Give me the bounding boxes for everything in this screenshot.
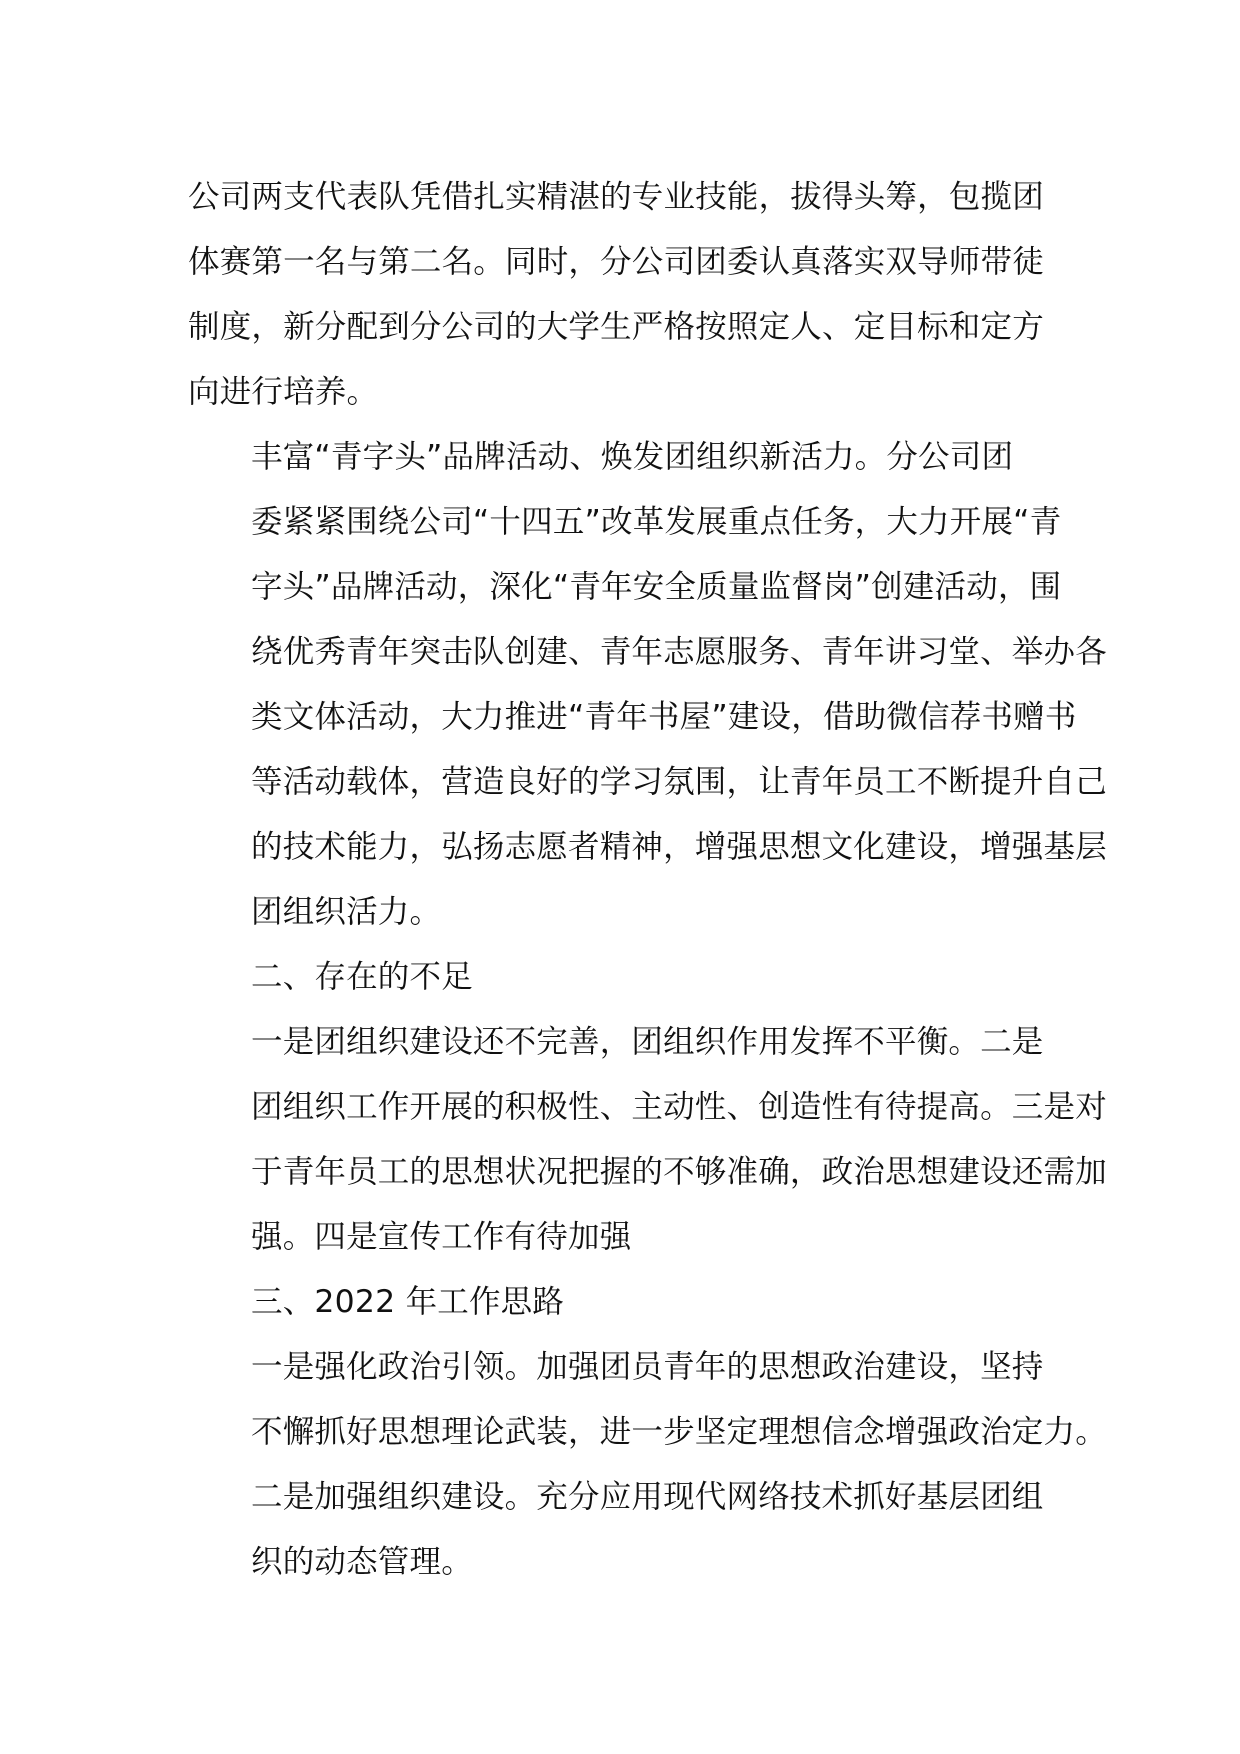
paragraph-brand-activities bbox=[188, 425, 1107, 945]
text-line: 制度，新分配到分公司的大学生严格按照定人、定目标和定方 bbox=[188, 309, 1044, 345]
heading-line: 二、存在的不足 bbox=[251, 959, 473, 995]
text-line: 等活动载体，营造良好的学习氛围，让青年员工不断提升自己 bbox=[251, 764, 1107, 800]
document-page bbox=[188, 165, 1107, 1595]
text-line: 向进行培养。 bbox=[188, 374, 379, 410]
text-line: 丰富“青字头”品牌活动、焕发团组织新活力。分公司团 bbox=[251, 439, 1014, 475]
section-heading-shortcomings bbox=[188, 945, 1058, 1010]
text-line: 的技术能力，弘扬志愿者精神，增强思想文化建设，增强基层 bbox=[251, 829, 1107, 865]
paragraph-political-guidance bbox=[188, 1335, 1107, 1465]
text-line: 字头”品牌活动，深化“青年安全质量监督岗”创建活动，围 bbox=[251, 569, 1062, 605]
section-heading-work-plan bbox=[188, 1270, 1058, 1335]
text-line: 团组织活力。 bbox=[251, 894, 442, 930]
paragraph-organization-building bbox=[188, 1465, 1058, 1595]
heading-line: 三、2022 年工作思路 bbox=[251, 1284, 565, 1320]
text-line: 二是加强组织建设。充分应用现代网络技术抓好基层团组 bbox=[251, 1479, 1044, 1515]
text-line: 一是强化政治引领。加强团员青年的思想政治建设，坚持 bbox=[251, 1349, 1044, 1385]
paragraph-shortcomings bbox=[188, 1010, 1107, 1270]
text-line: 类文体活动，大力推进“青年书屋”建设，借助微信荐书赠书 bbox=[251, 699, 1077, 735]
text-line: 绕优秀青年突击队创建、青年志愿服务、青年讲习堂、举办各 bbox=[251, 634, 1107, 670]
text-line: 委紧紧围绕公司“十四五”改革发展重点任务，大力开展“青 bbox=[251, 504, 1062, 540]
text-line: 一是团组织建设还不完善，团组织作用发挥不平衡。二是 bbox=[251, 1024, 1044, 1060]
text-line: 强。四是宣传工作有待加强 bbox=[251, 1219, 632, 1255]
paragraph-competition bbox=[188, 165, 1058, 425]
text-line: 织的动态管理。 bbox=[251, 1544, 473, 1580]
text-line: 体赛第一名与第二名。同时，分公司团委认真落实双导师带徒 bbox=[188, 244, 1044, 280]
text-line: 团组织工作开展的积极性、主动性、创造性有待提高。三是对 bbox=[251, 1089, 1107, 1125]
text-line: 公司两支代表队凭借扎实精湛的专业技能，拔得头筹，包揽团 bbox=[188, 179, 1044, 215]
text-line: 于青年员工的思想状况把握的不够准确，政治思想建设还需加 bbox=[251, 1154, 1107, 1190]
text-line: 不懈抓好思想理论武装，进一步坚定理想信念增强政治定力。 bbox=[251, 1414, 1107, 1450]
